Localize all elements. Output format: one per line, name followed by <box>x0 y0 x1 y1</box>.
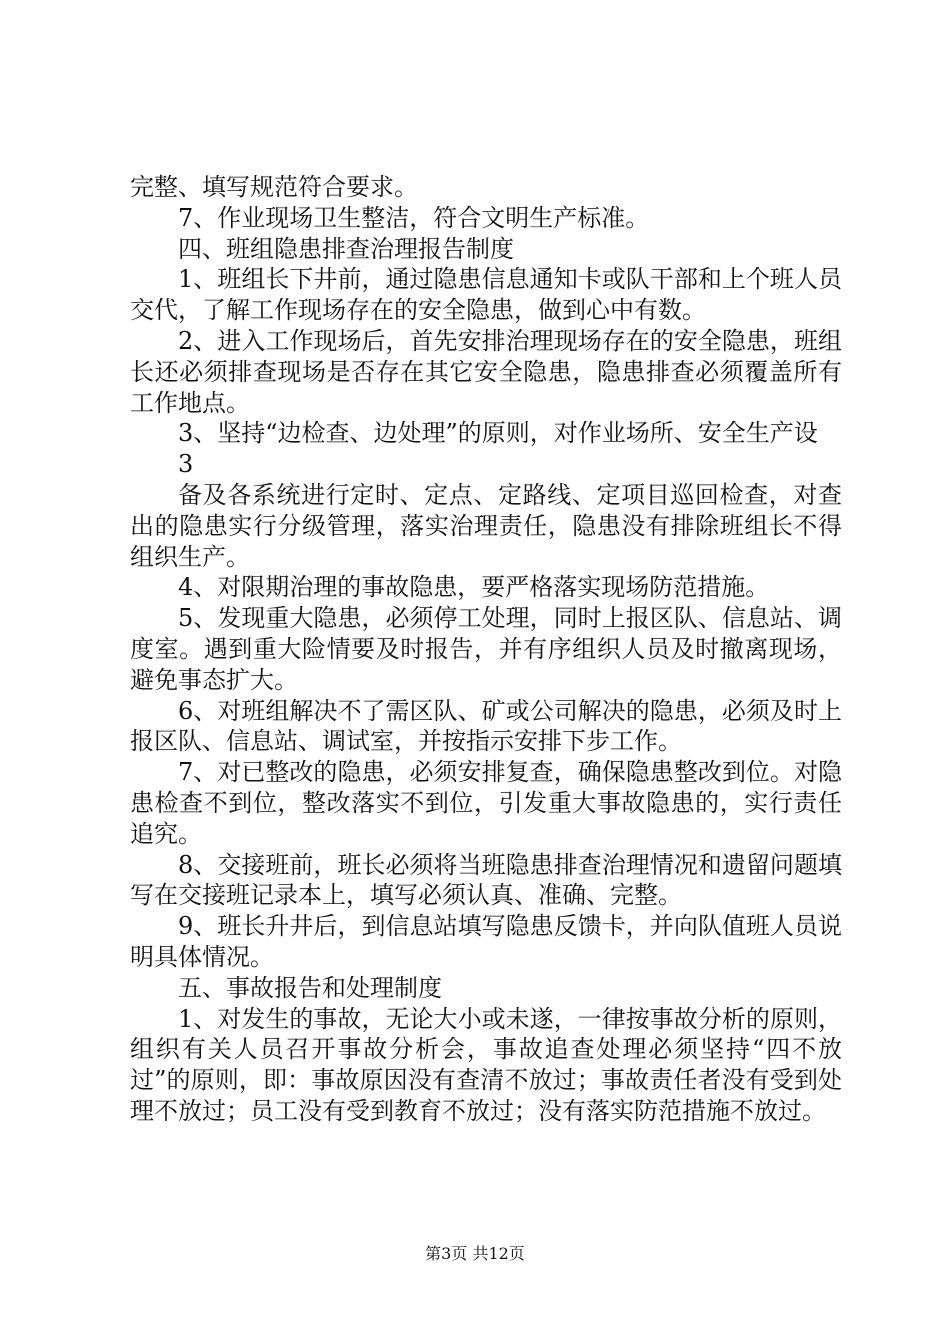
page-footer: 第3页 共12页 <box>425 1244 525 1263</box>
paragraph: 备及各系统进行定时、定点、定路线、定项目巡回检查，对查出的隐患实行分级管理，落实治理责任，隐患没有排除班组长不得组织生产。 <box>130 480 842 571</box>
paragraph: 1、对发生的事故，无论大小或未遂，一律按事故分析的原则，组织有关人员召开事故分析会，事故追查处理必须坚持“四不放过”的原则，即：事故原因没有查清不放过；事故责任者没有受到处理不放过；员工没有受到教育不放过；没有落实防范措施不放过。 <box>130 1004 842 1125</box>
paragraph: 4、对限期治理的事故隐患，要严格落实现场防范措施。 <box>178 573 770 602</box>
inline-page-number: 3 <box>178 450 194 479</box>
paragraph: 7、作业现场卫生整洁，符合文明生产标准。 <box>178 203 650 232</box>
paragraph: 8、交接班前，班长必须将当班隐患排查治理情况和遗留问题填写在交接班记录本上，填写必须认真、准确、完整。 <box>130 850 842 910</box>
document-body <box>130 172 842 1127</box>
paragraph: 7、对已整改的隐患，必须安排复查，确保隐患整改到位。对隐患检查不到位，整改落实不到位，引发重大事故隐患的，实行责任追究。 <box>130 758 842 848</box>
paragraph: 5、发现重大隐患，必须停工处理，同时上报区队、信息站、调度室。遇到重大险情要及时报告，并有序组织人员及时撤离现场，避免事态扩大。 <box>130 604 842 694</box>
paragraph: 6、对班组解决不了需区队、矿或公司解决的隐患，必须及时上报区队、信息站、调试室，并按指示安排下步工作。 <box>130 696 842 756</box>
section-heading: 四、班组隐患排查治理报告制度 <box>178 234 514 263</box>
section-heading: 五、事故报告和处理制度 <box>178 973 442 1002</box>
paragraph: 9、班长升井后，到信息站填写隐患反馈卡，并向队值班人员说明具体情况。 <box>130 912 842 971</box>
paragraph: 2、进入工作现场后，首先安排治理现场存在的安全隐患，班组长还必须排查现场是否存在其它安全隐患，隐患排查必须覆盖所有工作地点。 <box>130 326 842 417</box>
paragraph: 完整、填写规范符合要求。 <box>130 173 418 201</box>
paragraph: 3、坚持“边检查、边处理”的原则，对作业场所、安全生产设 <box>178 419 818 448</box>
paragraph: 1、班组长下井前，通过隐患信息通知卡或队干部和上个班人员交代，了解工作现场存在的安全隐患，做到心中有数。 <box>130 265 842 325</box>
